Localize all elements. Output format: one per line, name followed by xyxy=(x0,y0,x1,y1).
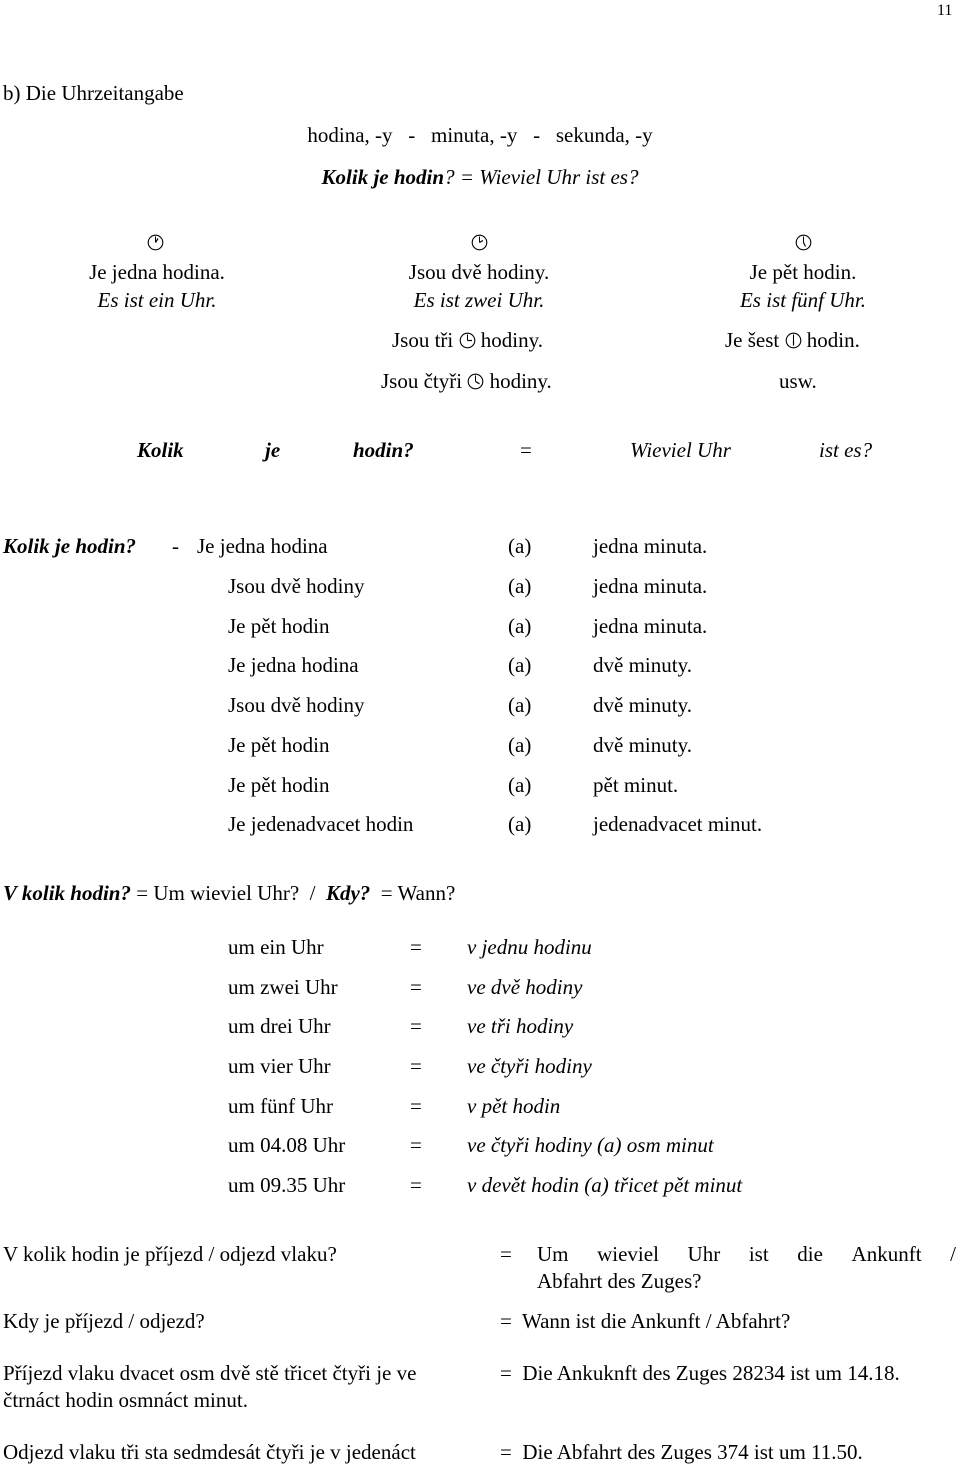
train-q1-de-w7: / xyxy=(950,1242,956,1266)
at-row-3-de: um drei Uhr xyxy=(228,1014,331,1038)
at-row-5-eq: = xyxy=(410,1094,422,1118)
at-row-4-eq: = xyxy=(410,1054,422,1078)
at-row-6-eq: = xyxy=(410,1133,422,1157)
clock-3-icon xyxy=(459,332,476,349)
time-row-4-hours: Je jedna hodina xyxy=(228,653,359,677)
time-row-2-and: (a) xyxy=(508,574,532,598)
train-q4-de: = Die Abfahrt des Zuges 374 ist um 11.50. xyxy=(500,1440,863,1464)
time-row-2-hours: Jsou dvě hodiny xyxy=(228,574,365,598)
example-3-de: Es ist fünf Uhr. xyxy=(739,288,867,312)
at-row-6-de: um 04.08 Uhr xyxy=(228,1133,346,1157)
train-q1-de xyxy=(537,1244,956,1265)
spaced-q-je: je xyxy=(265,438,281,462)
spaced-q-wieviel: Wieviel Uhr xyxy=(630,438,731,462)
at-row-2-cz: ve dvě hodiny xyxy=(467,975,583,999)
train-q3-de: = Die Ankuknft des Zuges 28234 ist um 14.18. xyxy=(500,1361,900,1385)
train-q1-de-w4: ist xyxy=(748,1242,769,1266)
when-q2: Kdy? xyxy=(325,881,371,905)
time-dash: - xyxy=(172,534,179,558)
train-q1-de-w6: Ankunft xyxy=(851,1242,922,1266)
time-question: Kolik je hodin? xyxy=(3,534,137,558)
example-tri-b: hodiny. xyxy=(480,328,543,352)
spaced-q-kolik: Kolik xyxy=(137,438,184,462)
time-row-7-minutes: pět minut. xyxy=(593,773,679,797)
train-q4-cz: Odjezd vlaku tři sta sedmdesát čtyři je v jedenáct xyxy=(3,1440,416,1464)
clock-2-icon xyxy=(471,234,488,251)
train-q1-de-line2: Abfahrt des Zuges? xyxy=(537,1269,702,1293)
at-row-3-eq: = xyxy=(410,1014,422,1038)
time-row-7-and: (a) xyxy=(508,773,532,797)
spaced-q-hodin: hodin? xyxy=(353,438,414,462)
time-row-2-minutes: jedna minuta. xyxy=(593,574,708,598)
time-row-3-hours: Je pět hodin xyxy=(228,614,330,638)
at-row-1-cz: v jednu hodinu xyxy=(467,935,592,959)
question-de: ? = Wieviel Uhr ist es? xyxy=(444,165,639,189)
clock-4-icon xyxy=(467,373,484,390)
example-2-de: Es ist zwei Uhr. xyxy=(413,288,545,312)
time-row-1-minutes: jedna minuta. xyxy=(593,534,708,558)
clock-1-icon xyxy=(147,234,164,251)
at-row-2-eq: = xyxy=(410,975,422,999)
at-row-5-cz: v pět hodin xyxy=(467,1094,561,1118)
train-q1-cz: V kolik hodin je příjezd / odjezd vlaku? xyxy=(3,1242,337,1266)
example-1-de: Es ist ein Uhr. xyxy=(97,288,217,312)
example-sest xyxy=(725,330,860,351)
at-row-4-cz: ve čtyři hodiny xyxy=(467,1054,592,1078)
train-q3-cz-line2: čtrnáct hodin osmnáct minut. xyxy=(3,1388,248,1412)
at-row-7-eq: = xyxy=(410,1173,422,1197)
page-number: 11 xyxy=(937,2,953,19)
clock-6-icon xyxy=(785,332,802,349)
at-row-1-de: um ein Uhr xyxy=(228,935,324,959)
train-q1-eq: = xyxy=(500,1242,512,1266)
at-row-3-cz: ve tři hodiny xyxy=(467,1014,574,1038)
spaced-q-equals: = xyxy=(520,438,532,462)
vocab-line: hodina, -y - minuta, -y - sekunda, -y xyxy=(307,123,653,147)
time-row-3-and: (a) xyxy=(508,614,532,638)
time-row-3-minutes: jedna minuta. xyxy=(593,614,708,638)
example-tri-a: Jsou tři xyxy=(392,328,454,352)
example-ctyri-a: Jsou čtyři xyxy=(381,369,463,393)
time-row-5-and: (a) xyxy=(508,693,532,717)
time-row-1-hours: Je jedna hodina xyxy=(197,534,328,558)
question-cz: Kolik je hodin xyxy=(321,165,445,189)
train-q2-cz: Kdy je příjezd / odjezd? xyxy=(3,1309,205,1333)
time-row-1-and: (a) xyxy=(508,534,532,558)
train-q1-de-w5: die xyxy=(797,1242,823,1266)
at-row-2-de: um zwei Uhr xyxy=(228,975,338,999)
at-row-4-de: um vier Uhr xyxy=(228,1054,331,1078)
example-sest-a: Je šest xyxy=(725,328,780,352)
time-row-4-minutes: dvě minuty. xyxy=(593,653,692,677)
example-3-cz: Je pět hodin. xyxy=(749,260,857,284)
at-row-7-cz: v devět hodin (a) třicet pět minut xyxy=(467,1173,743,1197)
at-row-7-de: um 09.35 Uhr xyxy=(228,1173,346,1197)
example-ctyri xyxy=(381,371,552,392)
time-row-5-minutes: dvě minuty. xyxy=(593,693,692,717)
example-tri xyxy=(392,330,543,351)
train-q2-de: = Wann ist die Ankunft / Abfahrt? xyxy=(500,1309,791,1333)
time-row-4-and: (a) xyxy=(508,653,532,677)
when-line xyxy=(3,883,455,904)
clock-5-icon xyxy=(795,234,812,251)
when-q1: V kolik hodin? xyxy=(3,881,131,905)
time-row-8-minutes: jedenadvacet minut. xyxy=(593,812,763,836)
usw-text: usw. xyxy=(779,369,817,393)
at-row-5-de: um fünf Uhr xyxy=(228,1094,333,1118)
time-row-8-hours: Je jedenadvacet hodin xyxy=(228,812,414,836)
time-row-6-and: (a) xyxy=(508,733,532,757)
example-sest-b: hodin. xyxy=(806,328,860,352)
time-row-8-and: (a) xyxy=(508,812,532,836)
time-row-5-hours: Jsou dvě hodiny xyxy=(228,693,365,717)
example-2-cz: Jsou dvě hodiny. xyxy=(408,260,550,284)
spaced-q-istes: ist es? xyxy=(819,438,873,462)
train-q1-de-w2: wieviel xyxy=(597,1242,659,1266)
time-row-6-hours: Je pět hodin xyxy=(228,733,330,757)
at-row-6-cz: ve čtyři hodiny (a) osm minut xyxy=(467,1133,714,1157)
train-q1-de-w1: Um xyxy=(537,1242,569,1266)
example-ctyri-b: hodiny. xyxy=(489,369,552,393)
example-1-cz: Je jedna hodina. xyxy=(89,260,225,284)
when-e2: = Wann? xyxy=(370,881,456,905)
at-row-1-eq: = xyxy=(410,935,422,959)
time-row-6-minutes: dvě minuty. xyxy=(593,733,692,757)
train-q3-cz-line1: Příjezd vlaku dvacet osm dvě stě třicet čtyři je ve xyxy=(3,1361,417,1385)
train-q1-de-w3: Uhr xyxy=(687,1242,721,1266)
question-line xyxy=(322,167,639,188)
section-title: b) Die Uhrzeitangabe xyxy=(3,81,184,105)
time-row-7-hours: Je pět hodin xyxy=(228,773,330,797)
when-e1: = Um wieviel Uhr? / xyxy=(131,881,326,905)
